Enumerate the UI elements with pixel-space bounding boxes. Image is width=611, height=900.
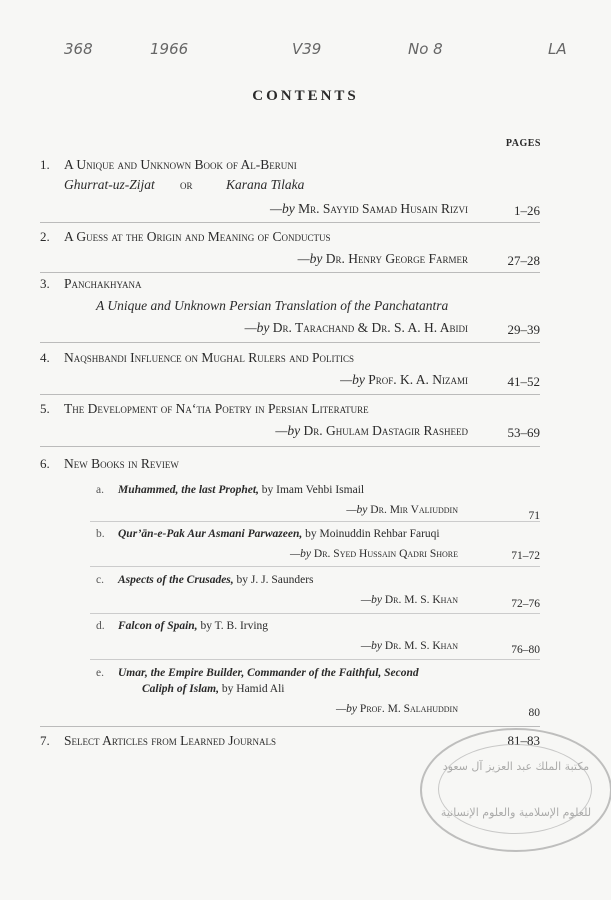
review-book-author: by Imam Vehbi Ismail (258, 484, 365, 496)
review-book-author: by J. J. Saunders (233, 574, 314, 586)
entry-author: Mr. Sayyid Samad Husain Rizvi (298, 201, 468, 216)
entry-author: Prof. K. A. Nizami (368, 372, 468, 387)
toc-entry-1 (40, 157, 540, 217)
entry-author: Dr. Ghulam Dastagir Rasheed (303, 423, 468, 438)
divider (40, 394, 540, 395)
entry-byline (275, 423, 468, 439)
by-prefix: —by (275, 423, 301, 438)
review-pages: 76–80 (511, 644, 540, 656)
entry-number: 3. (40, 276, 50, 291)
stamp-text-top: مكتبة الملك عبد العزيز آل سعود (442, 760, 590, 773)
review-byline (336, 703, 458, 715)
entry-byline (298, 251, 468, 267)
review-pages: 80 (528, 707, 540, 719)
review-letter: c. (96, 574, 104, 586)
review-author: Prof. M. Salahuddin (359, 703, 458, 715)
entry-pages: 41–52 (507, 374, 540, 389)
entry-byline (270, 201, 468, 217)
entry-number: 2. (40, 229, 50, 244)
review-book-author: by Moinuddin Rehbar Faruqi (302, 528, 440, 540)
review-title (118, 484, 364, 496)
review-book-author: by T. B. Irving (197, 620, 269, 632)
page-title: CONTENTS (252, 88, 359, 104)
by-prefix: —by (289, 548, 312, 560)
handwritten-number: 368 (64, 40, 93, 58)
entry-subtitle: A Unique and Unknown Persian Translation of the Panchatantra (96, 298, 449, 313)
entry-title: Panchakhyana (64, 276, 142, 291)
by-prefix: —by (335, 703, 358, 715)
library-stamp (420, 728, 611, 852)
by-prefix: —by (244, 320, 270, 335)
divider (90, 566, 540, 567)
entry-byline (340, 372, 468, 388)
review-book-author: by Hamid Ali (219, 683, 285, 695)
toc-entry-2 (40, 229, 540, 269)
entry-title: Naqshbandi Influence on Mughal Rulers and Politics (64, 350, 355, 365)
review-book: Falcon of Spain, (118, 620, 198, 632)
review-byline (361, 594, 458, 606)
toc-entry-3 (40, 276, 540, 336)
review-letter: b. (96, 528, 105, 540)
divider (40, 726, 540, 727)
review-title-cont (142, 683, 285, 695)
entry-number: 6. (40, 456, 50, 471)
entry-title: New Books in Review (64, 456, 179, 471)
entry-pages: 1–26 (514, 203, 540, 218)
review-author: Dr. Mir Valiuddin (370, 504, 458, 516)
review-byline (346, 504, 458, 516)
toc-entry-5 (40, 401, 540, 441)
entry-subtitle: Ghurrat-uz-Zijat (64, 177, 155, 192)
review-title (118, 667, 419, 679)
review-item-b (96, 528, 540, 568)
review-book: Umar, the Empire Builder, Commander of the Faithful, Second (118, 667, 419, 679)
entry-number: 7. (40, 733, 50, 748)
review-byline (361, 640, 458, 652)
review-book: Muhammed, the last Prophet, (118, 484, 259, 496)
divider (90, 521, 540, 522)
entry-pages: 53–69 (507, 425, 540, 440)
stamp-text-bottom: للعلوم الإسلامية والعلوم الإنسانية (440, 806, 592, 819)
review-book-cont: Caliph of Islam, (142, 683, 220, 695)
entry-or: or (180, 177, 193, 192)
entry-title: A Unique and Unknown Book of Al-Beruni (64, 157, 297, 172)
by-prefix: —by (360, 594, 382, 606)
entry-author: Dr. Tarachand & Dr. S. A. H. Abidi (272, 320, 468, 335)
review-item-e (96, 667, 540, 727)
review-author: Dr. M. S. Khan (384, 594, 458, 606)
entry-author: Dr. Henry George Farmer (325, 251, 468, 266)
by-prefix: —by (340, 372, 365, 387)
toc-entry-4 (40, 350, 540, 390)
divider (40, 446, 540, 447)
review-title (118, 528, 440, 540)
review-title (118, 574, 314, 586)
review-book: Qur’ān-e-Pak Aur Asmani Parwazeen, (118, 528, 303, 540)
handwritten-year: 1966 (150, 40, 189, 58)
by-prefix: —by (297, 251, 323, 266)
divider (90, 613, 540, 614)
review-book: Aspects of the Crusades, (118, 574, 234, 586)
stamp-inner-ring (438, 744, 592, 834)
entry-title: The Development of Na‘tia Poetry in Persian Literature (64, 401, 369, 416)
entry-byline (245, 320, 468, 336)
divider (40, 222, 540, 223)
review-author: Dr. Syed Hussain Qadri Shore (313, 548, 458, 560)
review-letter: d. (96, 620, 105, 632)
entry-title: Select Articles from Learned Journals (64, 733, 276, 748)
review-letter: a. (96, 484, 104, 496)
entry-pages: 29–39 (507, 322, 540, 337)
review-pages: 72–76 (511, 598, 540, 610)
review-item-d (96, 620, 540, 660)
review-author: Dr. M. S. Khan (384, 640, 458, 652)
by-prefix: —by (360, 640, 382, 652)
entry-subtitle-alt: Karana Tilaka (226, 177, 305, 192)
review-pages: 71–72 (511, 550, 540, 562)
by-prefix: —by (270, 201, 295, 216)
entry-pages: 81–83 (507, 733, 540, 748)
review-title (118, 620, 268, 632)
entry-pages: 27–28 (507, 253, 540, 268)
review-item-a (96, 484, 540, 524)
entry-number: 4. (40, 350, 50, 365)
handwritten-issue: No 8 (408, 40, 443, 58)
review-item-c (96, 574, 540, 614)
by-prefix: —by (346, 504, 368, 516)
review-letter: e. (96, 667, 104, 679)
divider (40, 272, 540, 273)
toc-entry-6 (40, 456, 540, 476)
entry-number: 5. (40, 401, 50, 416)
pages-column-label: PAGES (505, 138, 541, 149)
review-pages: 71 (528, 510, 540, 522)
entry-number: 1. (40, 157, 50, 172)
review-byline (290, 548, 458, 560)
entry-title: A Guess at the Origin and Meaning of Conductus (64, 229, 331, 244)
divider (40, 342, 540, 343)
divider (90, 659, 540, 660)
handwritten-volume: V39 (292, 40, 322, 58)
handwritten-code: LA (548, 40, 567, 58)
